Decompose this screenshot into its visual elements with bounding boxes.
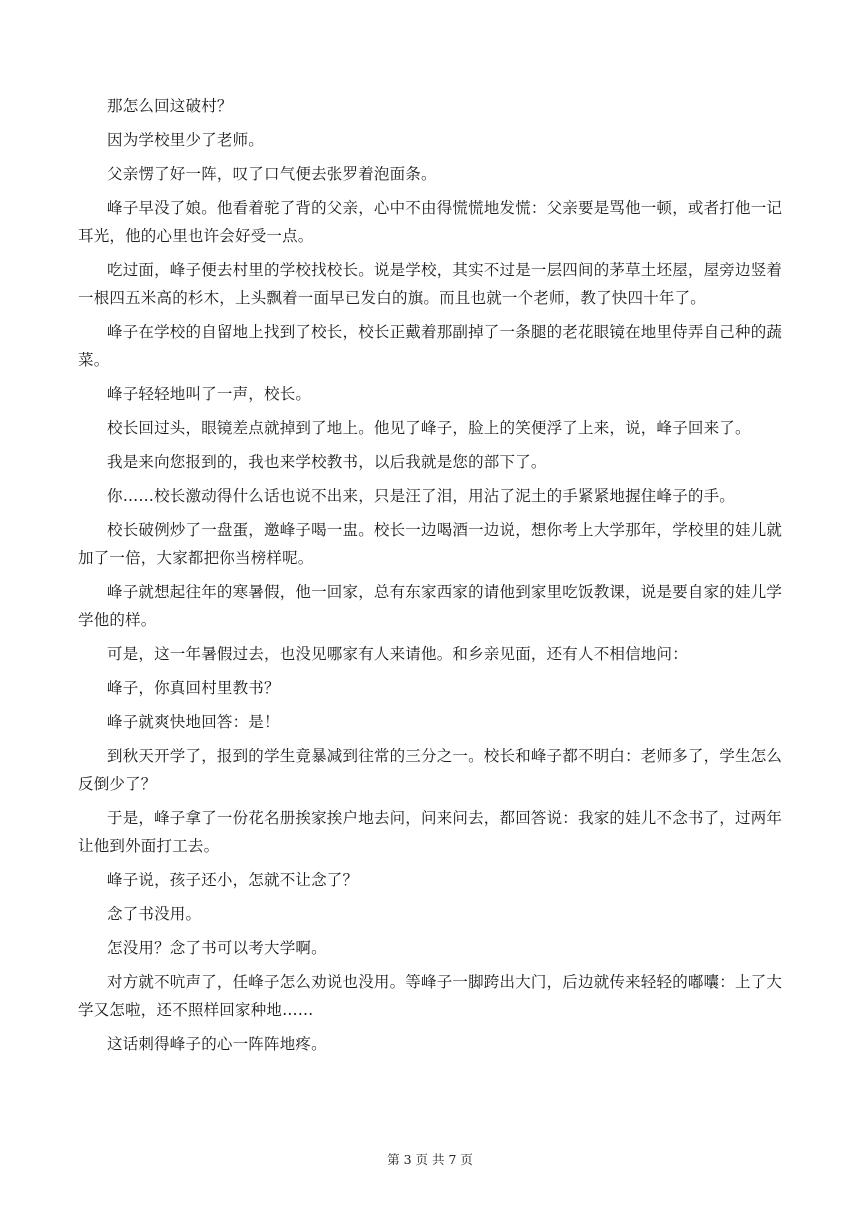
paragraph: 峰子早没了娘。他看着驼了背的父亲，心中不由得慌慌地发慌：父亲要是骂他一顿，或者打他一记耳光，他的心里也许会好受一点。 <box>78 199 783 245</box>
body-text <box>78 92 794 1064</box>
paragraph: 吃过面，峰子便去村里的学校找校长。说是学校，其实不过是一层四间的茅草土坯屋，屋旁边竖着一根四五米高的杉木，上头飘着一面早已发白的旗。而且也就一个老师，教了快四十年了。 <box>78 261 783 307</box>
paragraph: 你……校长激动得什么话也说不出来，只是汪了泪，用沾了泥土的手紧紧地握住峰子的手。 <box>107 487 736 505</box>
paragraph: 于是，峰子拿了一份花名册挨家挨户地去问，问来问去，都回答说：我家的娃儿不念书了，过两年让他到外面打工去。 <box>78 809 783 855</box>
paragraph: 因为学校里少了老师。 <box>107 131 265 149</box>
paragraph: 到秋天开学了，报到的学生竟暴减到往常的三分之一。校长和峰子都不明白：老师多了，学生怎么反倒少了？ <box>78 747 783 793</box>
paragraph: 怎没用？念了书可以考大学啊。 <box>107 939 327 957</box>
paragraph: 校长回过头，眼镜差点就掉到了地上。他见了峰子，脸上的笑便浮了上来，说，峰子回来了。 <box>107 419 751 437</box>
paragraph: 这话刺得峰子的心一阵阵地疼。 <box>107 1035 327 1053</box>
paragraph: 峰子，你真回村里教书？ <box>107 679 280 697</box>
paragraph: 峰子在学校的自留地上找到了校长，校长正戴着那副掉了一条腿的老花眼镜在地里侍弄自己种的蔬菜。 <box>78 323 783 369</box>
paragraph: 念了书没用。 <box>107 905 202 923</box>
paragraph: 峰子就爽快地回答：是！ <box>107 713 280 731</box>
paragraph: 对方就不吭声了，任峰子怎么劝说也没用。等峰子一脚跨出大门，后边就传来轻轻的嘟囔：上了大学又怎啦，还不照样回家种地…… <box>78 973 783 1019</box>
paragraph: 峰子就想起往年的寒暑假，他一回家，总有东家西家的请他到家里吃饭教课，说是要自家的娃儿学学他的样。 <box>78 583 783 629</box>
paragraph: 峰子说，孩子还小，怎就不让念了？ <box>107 871 359 889</box>
paragraph: 父亲愣了好一阵，叹了口气便去张罗着泡面条。 <box>107 165 437 183</box>
paragraph: 我是来向您报到的，我也来学校教书，以后我就是您的部下了。 <box>107 453 547 471</box>
paragraph: 那怎么回这破村？ <box>107 97 233 115</box>
paragraph: 校长破例炒了一盘蛋，邀峰子喝一盅。校长一边喝酒一边说，想你考上大学那年，学校里的娃儿就加了一倍，大家都把你当榜样呢。 <box>78 521 783 567</box>
page-footer: 第 3 页 共 7 页 <box>387 1152 473 1167</box>
paragraph: 可是，这一年暑假过去，也没见哪家有人来请他。和乡亲见面，还有人不相信地问： <box>107 645 688 663</box>
paragraph: 峰子轻轻地叫了一声，校长。 <box>107 385 312 403</box>
